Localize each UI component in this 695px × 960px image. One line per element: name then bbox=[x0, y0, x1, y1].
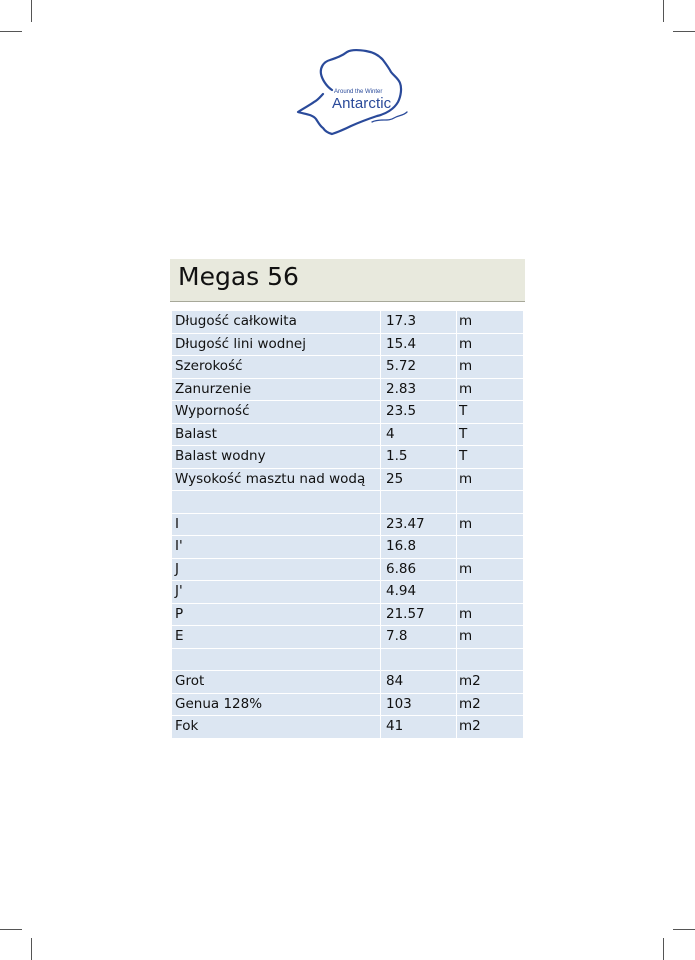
row-label: Balast wodny bbox=[172, 446, 381, 469]
logo-name: Antarctic bbox=[332, 95, 392, 112]
row-unit bbox=[457, 581, 524, 604]
table-row bbox=[172, 311, 523, 333]
row-unit: m bbox=[457, 626, 524, 649]
crop-mark-top-left-v bbox=[31, 0, 32, 22]
spec-table bbox=[172, 311, 523, 739]
row-label: Długość lini wodnej bbox=[172, 333, 381, 356]
row-label: Grot bbox=[172, 671, 381, 694]
table-row bbox=[172, 446, 523, 469]
row-label: I' bbox=[172, 536, 381, 559]
table-row bbox=[172, 671, 523, 694]
row-value: 84 bbox=[381, 671, 457, 694]
row-unit: m bbox=[457, 311, 524, 333]
row-unit: m bbox=[457, 603, 524, 626]
table-row bbox=[172, 468, 523, 491]
row-unit: m bbox=[457, 333, 524, 356]
row-unit bbox=[457, 536, 524, 559]
row-value: 23.47 bbox=[381, 513, 457, 536]
logo-subtitle: Around the Winter bbox=[334, 89, 383, 95]
row-value: 6.86 bbox=[381, 558, 457, 581]
row-value: 7.8 bbox=[381, 626, 457, 649]
table-row bbox=[172, 378, 523, 401]
row-unit: m2 bbox=[457, 671, 524, 694]
row-value: 17.3 bbox=[381, 311, 457, 333]
row-value: 16.8 bbox=[381, 536, 457, 559]
crop-mark-bottom-right-h bbox=[673, 929, 695, 930]
row-unit: m2 bbox=[457, 693, 524, 716]
row-value bbox=[381, 491, 457, 514]
row-label bbox=[172, 491, 381, 514]
row-label: E bbox=[172, 626, 381, 649]
row-unit bbox=[457, 648, 524, 671]
row-label: Szerokość bbox=[172, 356, 381, 379]
row-value: 103 bbox=[381, 693, 457, 716]
row-label: J bbox=[172, 558, 381, 581]
row-value: 15.4 bbox=[381, 333, 457, 356]
crop-mark-top-right-h bbox=[673, 31, 695, 32]
table-row bbox=[172, 333, 523, 356]
table-row bbox=[172, 491, 523, 514]
row-value: 5.72 bbox=[381, 356, 457, 379]
row-value: 4.94 bbox=[381, 581, 457, 604]
row-value: 2.83 bbox=[381, 378, 457, 401]
table-row bbox=[172, 603, 523, 626]
table-row bbox=[172, 626, 523, 649]
row-unit: T bbox=[457, 446, 524, 469]
row-value: 23.5 bbox=[381, 401, 457, 424]
row-value: 1.5 bbox=[381, 446, 457, 469]
row-unit: T bbox=[457, 401, 524, 424]
table-row bbox=[172, 356, 523, 379]
table-row bbox=[172, 716, 523, 739]
row-label: Genua 128% bbox=[172, 693, 381, 716]
row-unit: m2 bbox=[457, 716, 524, 739]
row-label: Wysokość masztu nad wodą bbox=[172, 468, 381, 491]
row-value bbox=[381, 648, 457, 671]
table-row bbox=[172, 401, 523, 424]
table-row bbox=[172, 693, 523, 716]
row-label: Fok bbox=[172, 716, 381, 739]
crop-mark-top-right-v bbox=[663, 0, 664, 22]
table-row bbox=[172, 558, 523, 581]
row-label: Balast bbox=[172, 423, 381, 446]
crop-mark-bottom-right-v bbox=[663, 938, 664, 960]
row-label: Wyporność bbox=[172, 401, 381, 424]
row-label bbox=[172, 648, 381, 671]
row-label: J' bbox=[172, 581, 381, 604]
row-value: 21.57 bbox=[381, 603, 457, 626]
row-unit: m bbox=[457, 378, 524, 401]
row-value: 25 bbox=[381, 468, 457, 491]
table-row bbox=[172, 581, 523, 604]
page-title: Megas 56 bbox=[178, 262, 299, 291]
crop-mark-top-left-h bbox=[0, 31, 22, 32]
table-row bbox=[172, 423, 523, 446]
row-value: 41 bbox=[381, 716, 457, 739]
table-row bbox=[172, 648, 523, 671]
crop-mark-bottom-left-v bbox=[31, 938, 32, 960]
row-unit: m bbox=[457, 558, 524, 581]
table-row bbox=[172, 536, 523, 559]
crop-mark-bottom-left-h bbox=[0, 929, 22, 930]
antarctic-logo bbox=[290, 46, 415, 138]
row-value: 4 bbox=[381, 423, 457, 446]
row-label: P bbox=[172, 603, 381, 626]
row-unit: m bbox=[457, 468, 524, 491]
row-unit: T bbox=[457, 423, 524, 446]
table-row bbox=[172, 513, 523, 536]
row-unit: m bbox=[457, 513, 524, 536]
row-unit: m bbox=[457, 356, 524, 379]
row-label: I bbox=[172, 513, 381, 536]
row-unit bbox=[457, 491, 524, 514]
row-label: Zanurzenie bbox=[172, 378, 381, 401]
row-label: Długość całkowita bbox=[172, 311, 381, 333]
title-band bbox=[170, 259, 525, 302]
